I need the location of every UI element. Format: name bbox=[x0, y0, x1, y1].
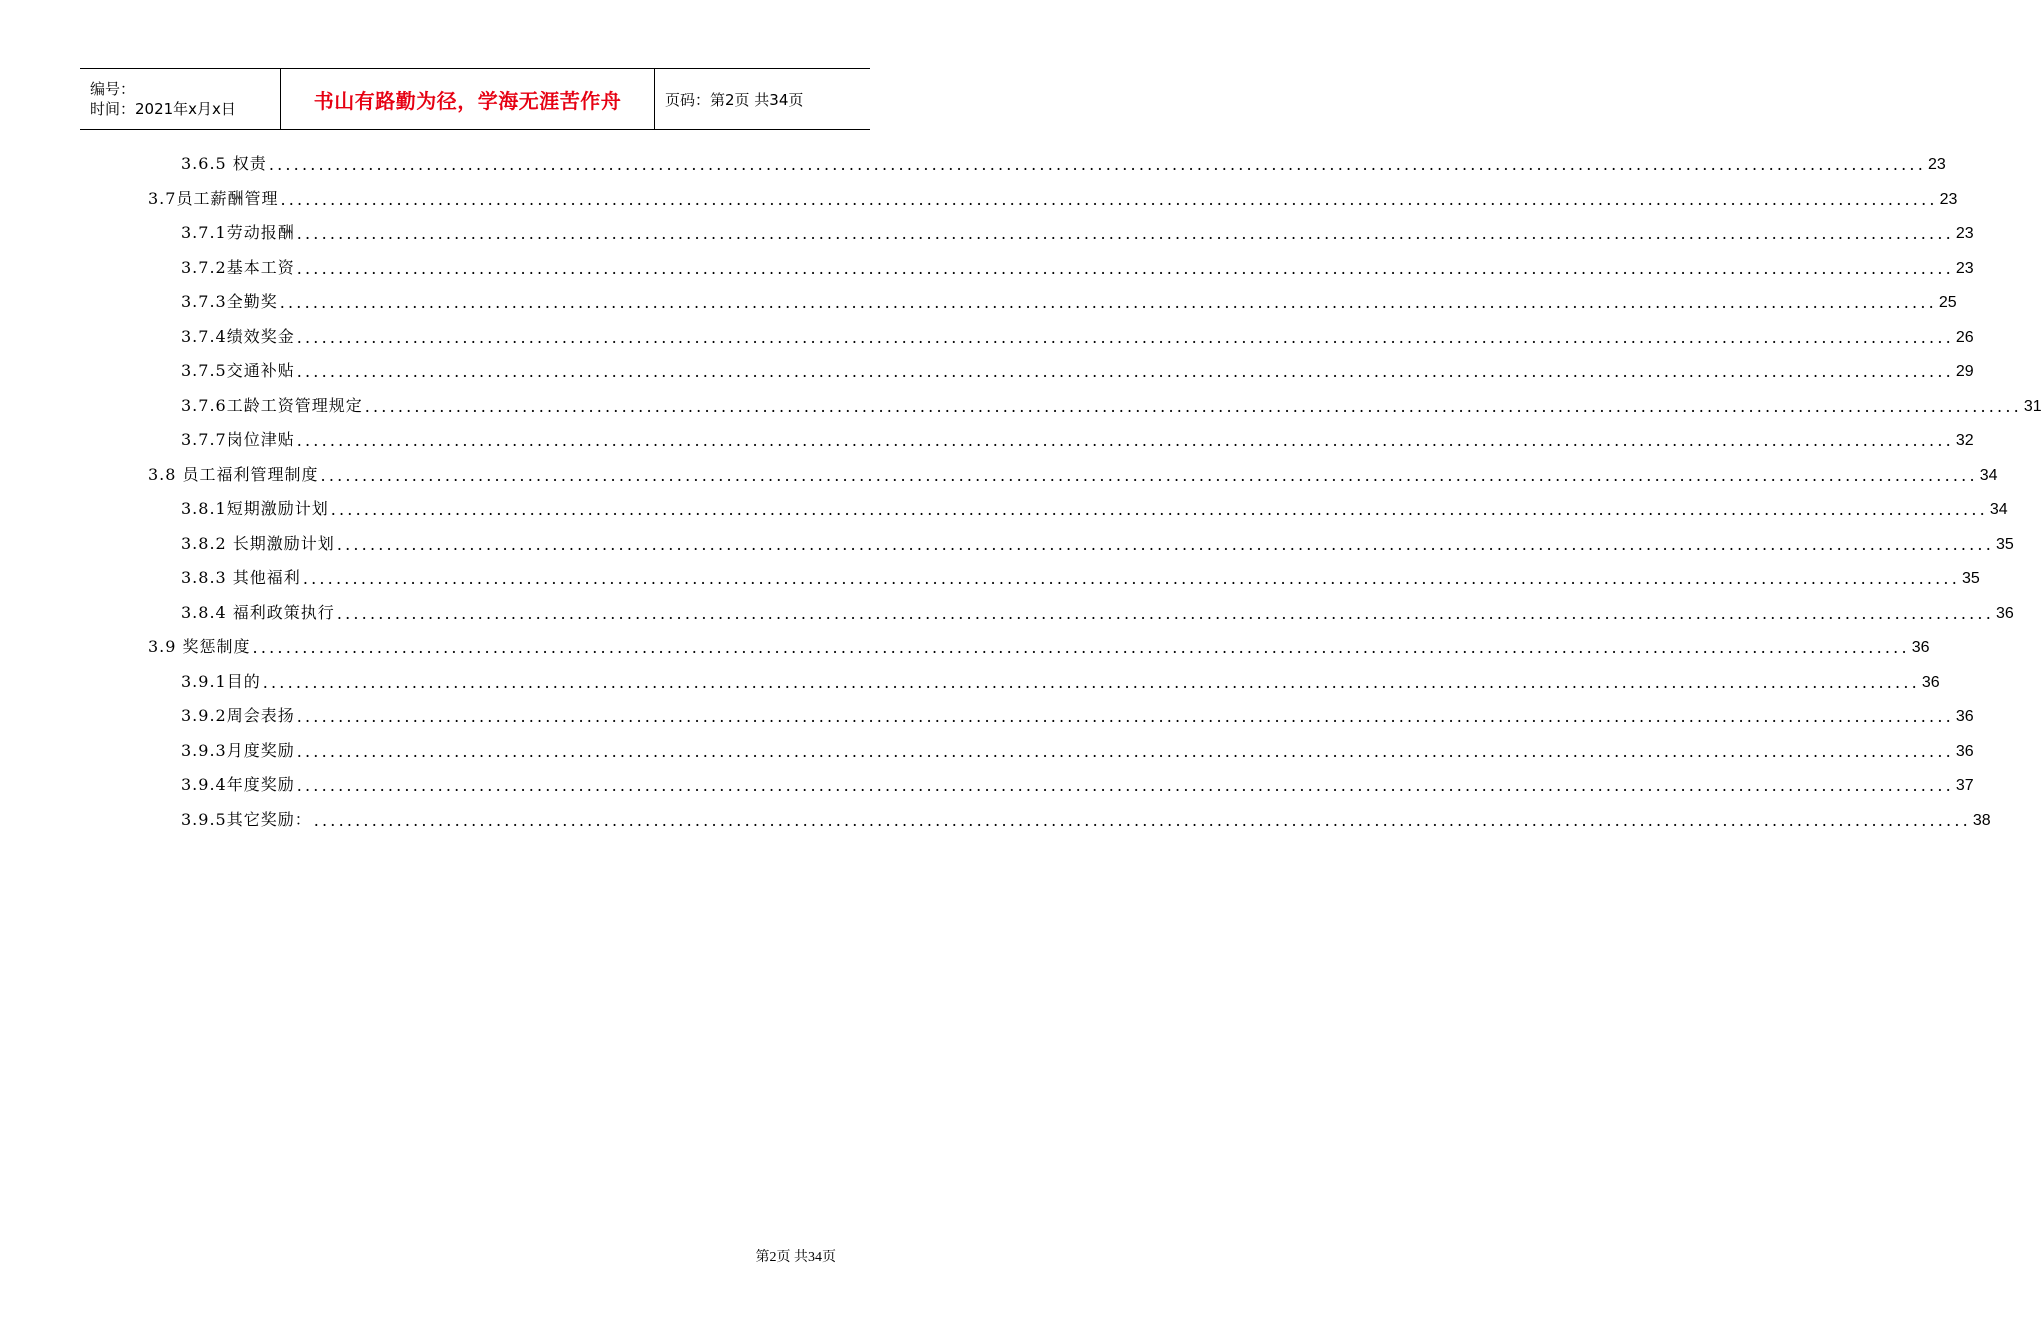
toc-leader-dots: ........................................................................................................................................................................................................ bbox=[336, 603, 1994, 623]
toc-leader-dots: ........................................................................................................................................................................................................ bbox=[296, 258, 1954, 278]
toc-leader-dots: ........................................................................................................................................................................................................ bbox=[302, 569, 1960, 588]
toc-entry-label: 3.9.5其它奖励： bbox=[181, 809, 312, 829]
toc-leader-dots: ........................................................................................................................................................................................................ bbox=[313, 810, 1971, 830]
toc-leader-dots: ........................................................................................................................................................................................................ bbox=[296, 707, 1954, 726]
toc-entry-label: 3.7.7岗位津贴 bbox=[181, 430, 295, 449]
header-motto: 书山有路勤为径，学海无涯苦作舟 bbox=[281, 69, 655, 129]
toc-entry[interactable] bbox=[181, 150, 1946, 174]
toc-entry[interactable] bbox=[181, 254, 1974, 278]
toc-entry-label: 3.8.3 其他福利 bbox=[181, 568, 301, 587]
document-time: 时间：2021年x月x日 bbox=[90, 100, 236, 118]
toc-entry-page: 36 bbox=[1921, 673, 1940, 691]
toc-entry-label: 3.8.4 福利政策执行 bbox=[181, 602, 335, 622]
toc-leader-dots: ........................................................................................................................................................................................................ bbox=[296, 431, 1954, 450]
toc-leader-dots: ........................................................................................................................................................................................................ bbox=[296, 776, 1954, 795]
toc-entry-page: 36 bbox=[1955, 708, 1974, 725]
toc-entry-page: 36 bbox=[1955, 742, 1974, 760]
toc-entry-label: 3.9.4年度奖励 bbox=[181, 775, 295, 794]
toc-entry-page: 23 bbox=[1955, 225, 1974, 242]
toc-leader-dots: ........................................................................................................................................................................................................ bbox=[296, 224, 1954, 243]
toc-entry[interactable] bbox=[181, 771, 1974, 795]
toc-leader-dots: ........................................................................................................................................................................................................ bbox=[268, 155, 1926, 174]
toc-leader-dots: ........................................................................................................................................................................................................ bbox=[262, 672, 1920, 692]
toc-entry[interactable] bbox=[148, 461, 1998, 485]
toc-entry-label: 3.8.1短期激励计划 bbox=[181, 499, 329, 518]
toc-entry-page: 23 bbox=[1939, 190, 1958, 208]
toc-entry-page: 35 bbox=[1962, 570, 1980, 587]
toc-entry[interactable] bbox=[181, 219, 1974, 243]
toc-entry-label: 3.7员工薪酬管理 bbox=[148, 188, 279, 208]
toc-leader-dots: ........................................................................................................................................................................................................ bbox=[296, 327, 1954, 347]
toc-entry[interactable] bbox=[181, 426, 1974, 450]
toc-entry[interactable] bbox=[181, 495, 2008, 519]
toc-entry-page: 37 bbox=[1955, 777, 1974, 794]
toc-entry[interactable] bbox=[181, 392, 2042, 416]
page-header bbox=[80, 68, 870, 130]
toc-entry-label: 3.7.1劳动报酬 bbox=[181, 223, 295, 242]
toc-entry[interactable] bbox=[181, 357, 1974, 381]
toc-entry[interactable] bbox=[148, 633, 1930, 657]
toc-entry-page: 34 bbox=[1979, 466, 1998, 484]
toc-entry-label: 3.8 员工福利管理制度 bbox=[148, 464, 319, 484]
toc-leader-dots: ........................................................................................................................................................................................................ bbox=[296, 362, 1954, 381]
toc-leader-dots: ........................................................................................................................................................................................................ bbox=[336, 534, 1994, 554]
toc-entry[interactable] bbox=[181, 702, 1974, 726]
toc-leader-dots: ........................................................................................................................................................................................................ bbox=[252, 638, 1910, 657]
toc-entry-label: 3.6.5 权责 bbox=[181, 154, 267, 173]
toc-entry-label: 3.7.5交通补贴 bbox=[181, 361, 295, 380]
toc-entry-page: 32 bbox=[1955, 432, 1974, 449]
toc-leader-dots: ........................................................................................................................................................................................................ bbox=[320, 465, 1978, 485]
toc-entry[interactable] bbox=[181, 530, 2014, 554]
toc-entry-label: 3.9 奖惩制度 bbox=[148, 637, 251, 656]
toc-entry-label: 3.8.2 长期激励计划 bbox=[181, 533, 335, 553]
toc-entry-page: 35 bbox=[1996, 535, 2014, 553]
toc-entry-page: 38 bbox=[1972, 811, 1991, 829]
toc-leader-dots: ........................................................................................................................................................................................................ bbox=[364, 396, 2022, 416]
toc-entry[interactable] bbox=[181, 668, 1940, 692]
header-page-info: 页码：第2页 共34页 bbox=[665, 90, 804, 109]
toc-entry[interactable] bbox=[181, 288, 1957, 312]
toc-entry[interactable] bbox=[181, 564, 1980, 588]
header-meta bbox=[80, 69, 281, 129]
toc-entry-page: 23 bbox=[1928, 156, 1946, 173]
toc-entry-label: 3.9.3月度奖励 bbox=[181, 740, 295, 760]
toc-entry-page: 26 bbox=[1955, 328, 1974, 346]
toc-entry-label: 3.7.6工龄工资管理规定 bbox=[181, 395, 363, 415]
toc-entry-label: 3.9.2周会表扬 bbox=[181, 706, 295, 725]
document-number-label: 编号： bbox=[90, 80, 136, 98]
toc-entry-page: 29 bbox=[1955, 363, 1974, 380]
toc-entry[interactable] bbox=[181, 323, 1974, 347]
toc-entry-page: 23 bbox=[1955, 259, 1974, 277]
toc-entry[interactable] bbox=[181, 737, 1974, 761]
toc-entry[interactable] bbox=[148, 185, 1958, 209]
toc-entry-label: 3.9.1目的 bbox=[181, 671, 261, 691]
toc-leader-dots: ........................................................................................................................................................................................................ bbox=[296, 741, 1954, 761]
page-footer: 第2页 共34页 bbox=[755, 1250, 836, 1265]
toc-entry[interactable] bbox=[181, 806, 1991, 830]
toc-leader-dots: ........................................................................................................................................................................................................ bbox=[280, 189, 1938, 209]
toc-entry-label: 3.7.2基本工资 bbox=[181, 257, 295, 277]
toc-leader-dots: ........................................................................................................................................................................................................ bbox=[279, 293, 1937, 312]
toc-leader-dots: ........................................................................................................................................................................................................ bbox=[330, 500, 1988, 519]
toc-entry[interactable] bbox=[181, 599, 2014, 623]
toc-entry-page: 25 bbox=[1938, 294, 1957, 311]
toc-entry-page: 34 bbox=[1989, 501, 2008, 518]
toc-entry-label: 3.7.3全勤奖 bbox=[181, 292, 278, 311]
toc-entry-label: 3.7.4绩效奖金 bbox=[181, 326, 295, 346]
toc-entry-page: 36 bbox=[1911, 639, 1930, 656]
toc-entry-page: 31 bbox=[2023, 397, 2042, 415]
toc-entry-page: 36 bbox=[1996, 604, 2014, 622]
